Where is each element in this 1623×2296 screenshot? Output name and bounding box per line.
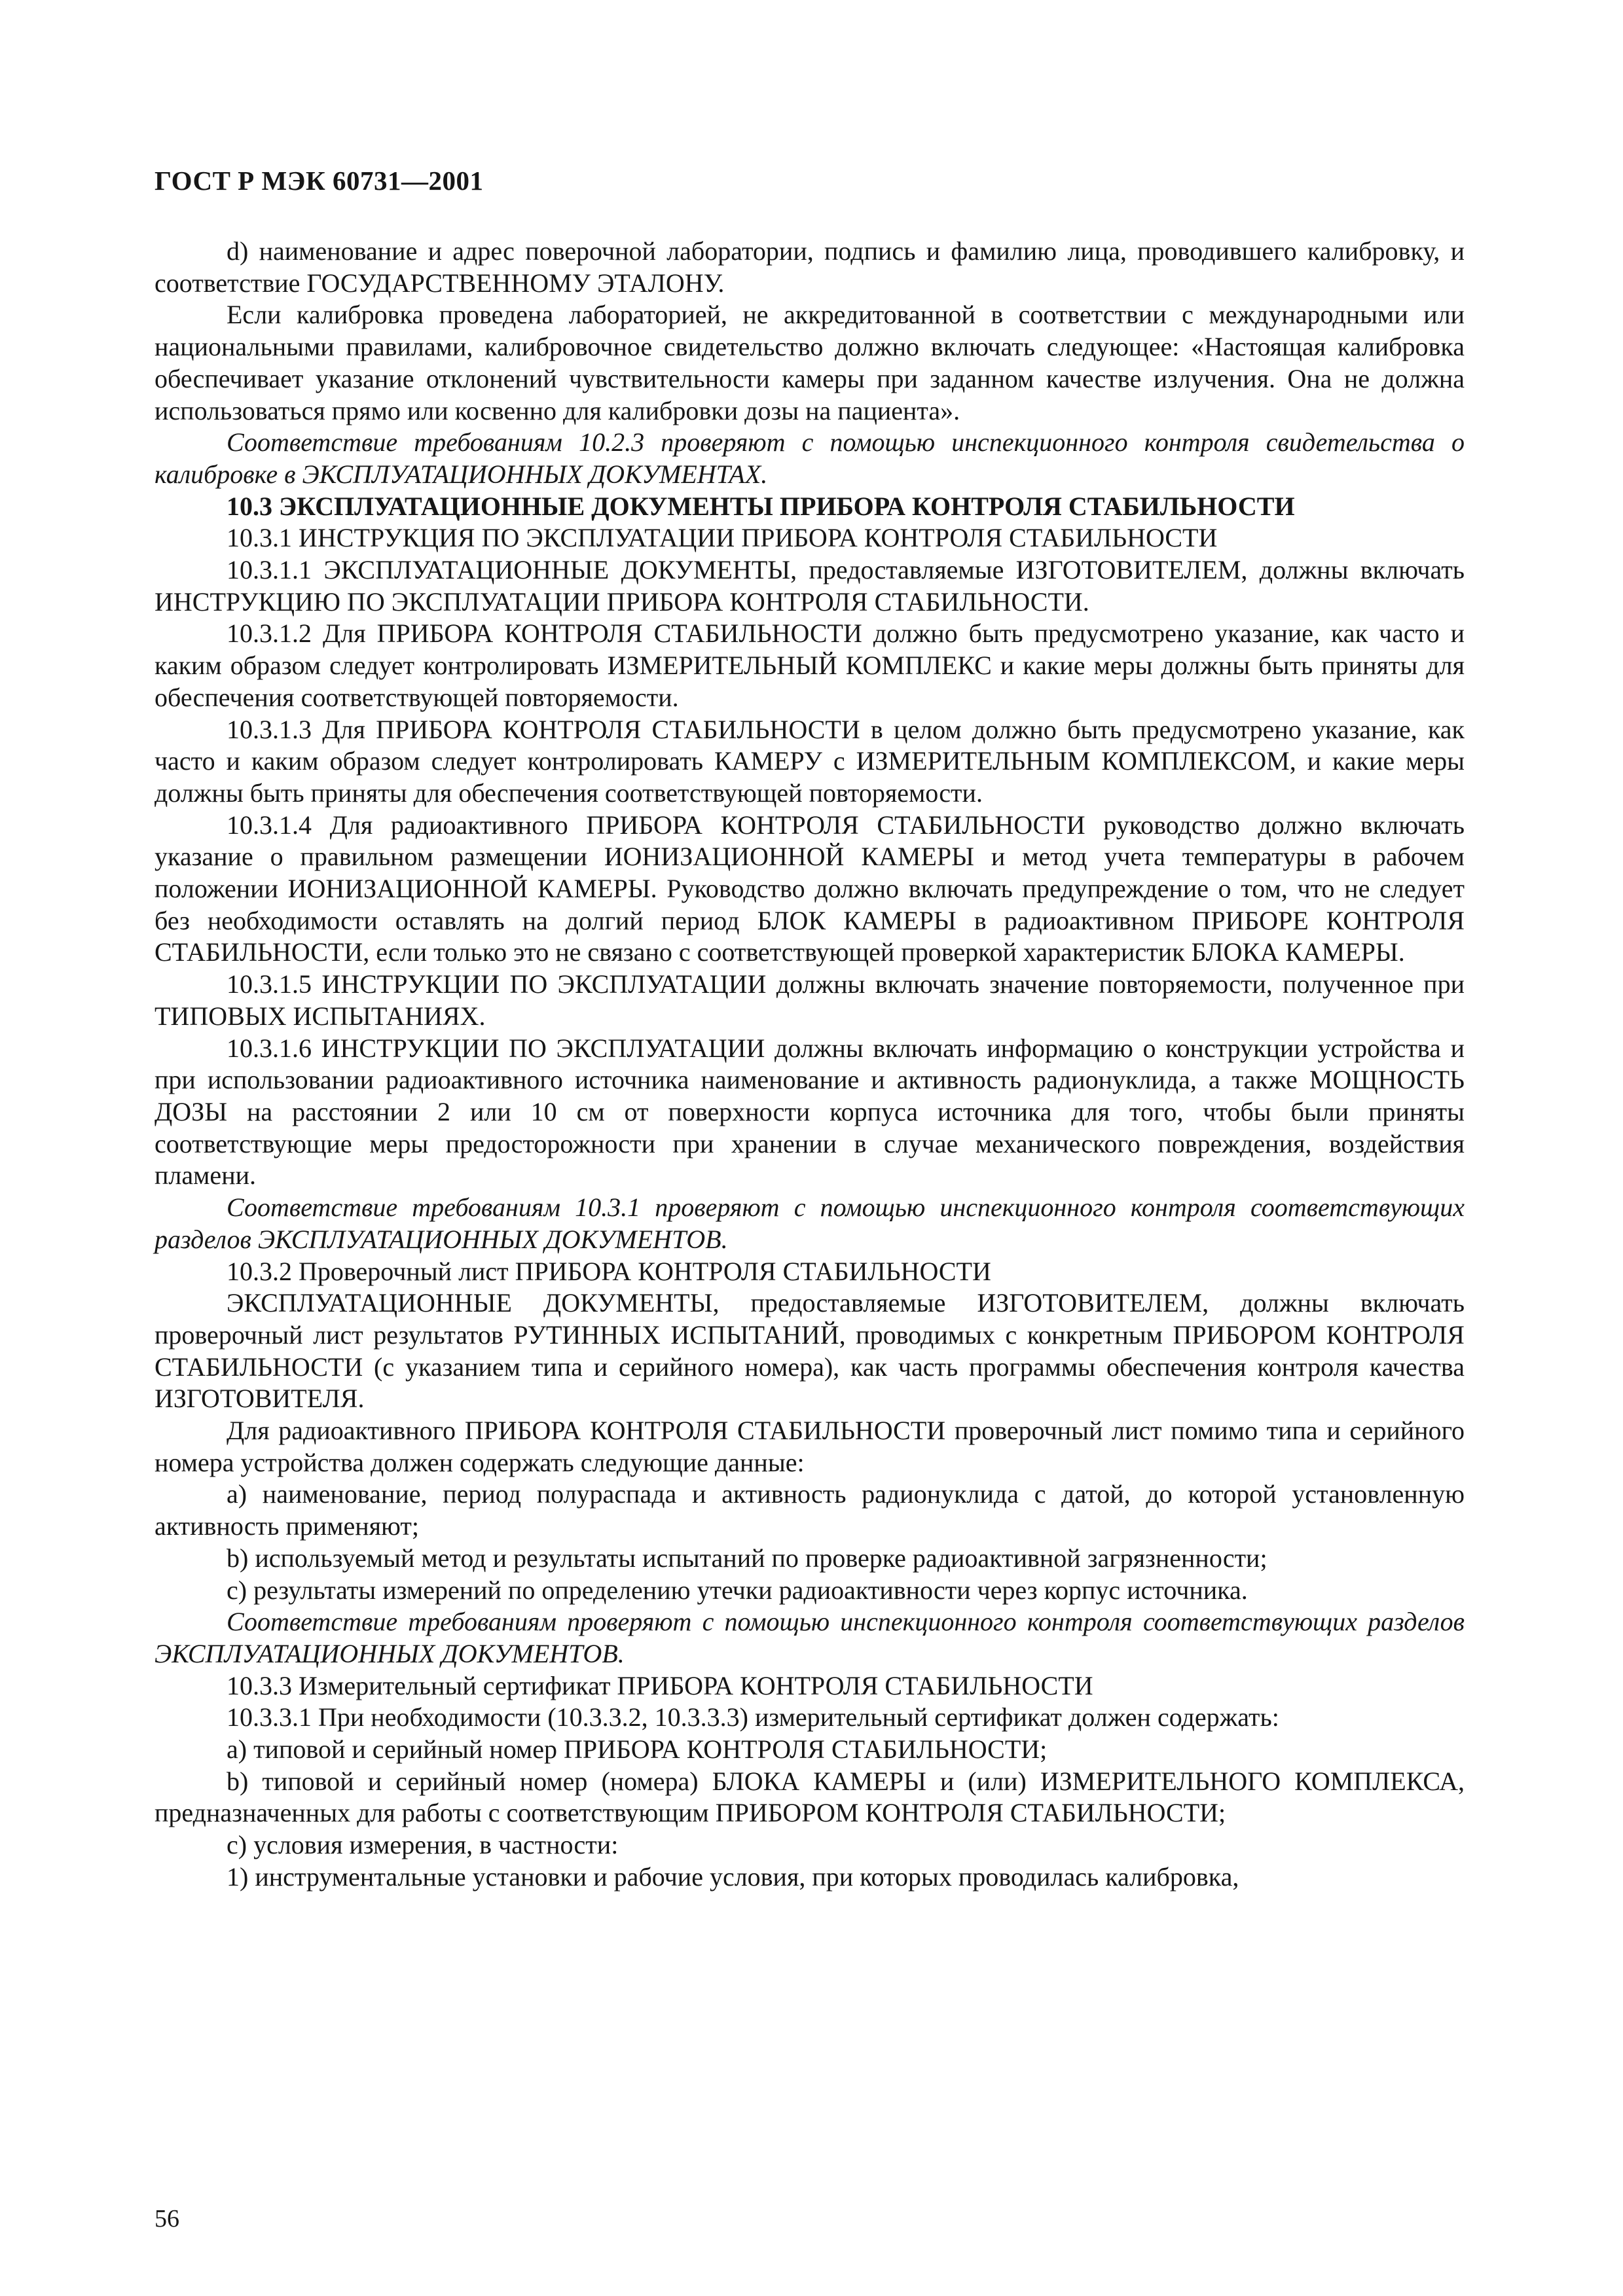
list-item-a-radionuclide: a) наименование, период полураспада и активность радионуклида с датой, до которой установленную активность применяют; [155,1479,1465,1541]
compliance-note-sections: Соответствие требованиям проверяют с помощью инспекционного контроля соответствующих разделов ЭКСПЛУАТАЦИОННЫХ ДОКУМЕНТОВ. [155,1607,1465,1668]
list-item-c-leakage: c) результаты измерений по определению утечки радиоактивности через корпус источника. [227,1575,1248,1605]
subsection-heading-10-3-2: 10.3.2 Проверочный лист ПРИБОРА КОНТРОЛЯ СТАБИЛЬНОСТИ [227,1256,991,1286]
paragraph-d-calibration: d) наименование и адрес поверочной лаборатории, подпись и фамилию лица, проводившего калибровку, и соответствие ГОСУДАРСТВЕННОМУ ЭТАЛОНУ. [155,236,1465,298]
subsection-heading-10-3-1: 10.3.1 ИНСТРУКЦИЯ ПО ЭКСПЛУАТАЦИИ ПРИБОРА КОНТРОЛЯ СТАБИЛЬНОСТИ [227,523,1218,553]
paragraph-10-3-1-1: 10.3.1.1 ЭКСПЛУАТАЦИОННЫЕ ДОКУМЕНТЫ, предоставляемые ИЗГОТОВИТЕЛЕМ, должны включать ИНСТРУКЦИЮ ПО ЭКСПЛУАТАЦИИ ПРИБОРА КОНТРОЛЯ СТАБИЛЬНОСТИ. [155,555,1465,617]
list-item-b-method: b) используемый метод и результаты испытаний по проверке радиоактивной загрязненности; [227,1543,1267,1573]
list-item-b-chamber-assembly: b) типовой и серийный номер (номера) БЛОКА КАМЕРЫ и (или) ИЗМЕРИТЕЛЬНОГО КОМПЛЕКСА, предназначенных для работы с соответствующим ПРИБОРОМ КОНТРОЛЯ СТАБИЛЬНОСТИ; [155,1766,1465,1828]
list-item-a-type-serial: a) типовой и серийный номер ПРИБОРА КОНТРОЛЯ СТАБИЛЬНОСТИ; [227,1734,1048,1765]
page-number: 56 [155,2205,179,2233]
document-body [155,236,1465,1893]
list-item-1-settings: 1) инструментальные установки и рабочие условия, при которых проводилась калибровка, [227,1861,1239,1892]
paragraph-checklist: ЭКСПЛУАТАЦИОННЫЕ ДОКУМЕНТЫ, предоставляемые ИЗГОТОВИТЕЛЕМ, должны включать проверочный лист результатов РУТИННЫХ ИСПЫТАНИЙ, проводимых с конкретным ПРИБОРОМ КОНТРОЛЯ СТАБИЛЬНОСТИ (с указанием типа и серийного номера), как часть программы обеспечения контроля качества ИЗГОТОВИТЕЛЯ. [155,1288,1465,1414]
document-header: ГОСТ Р МЭК 60731—2001 [155,166,484,196]
list-item-c-conditions: c) условия измерения, в частности: [227,1830,619,1860]
paragraph-10-3-1-5: 10.3.1.5 ИНСТРУКЦИИ ПО ЭКСПЛУАТАЦИИ должны включать значение повторяемости, полученное при ТИПОВЫХ ИСПЫТАНИЯХ. [155,969,1465,1031]
section-heading-10-3: 10.3 ЭКСПЛУАТАЦИОННЫЕ ДОКУМЕНТЫ ПРИБОРА КОНТРОЛЯ СТАБИЛЬНОСТИ [227,491,1295,521]
paragraph-10-3-1-2: 10.3.1.2 Для ПРИБОРА КОНТРОЛЯ СТАБИЛЬНОСТИ должно быть предусмотрено указание, как часто и каким образом следует контролировать ИЗМЕРИТЕЛЬНЫЙ КОМПЛЕКС и какие меры должны быть приняты для обеспечения соответствующей повторяемости. [155,619,1465,712]
paragraph-10-3-3-1: 10.3.3.1 При необходимости (10.3.3.2, 10.3.3.3) измерительный сертификат должен содержать: [227,1702,1279,1732]
subsection-heading-10-3-3: 10.3.3 Измерительный сертификат ПРИБОРА КОНТРОЛЯ СТАБИЛЬНОСТИ [227,1670,1093,1700]
paragraph-10-3-1-4: 10.3.1.4 Для радиоактивного ПРИБОРА КОНТРОЛЯ СТАБИЛЬНОСТИ руководство должно включать указание о правильном размещении ИОНИЗАЦИОННОЙ КАМЕРЫ и метод учета температуры в рабочем положении ИОНИЗАЦИОННОЙ КАМЕРЫ. Руководство должно включать предупреждение о том, что не следует без необходимости оставлять на долгий период БЛОК КАМЕРЫ в радиоактивном ПРИБОРЕ КОНТРОЛЯ СТАБИЛЬНОСТИ, если только это не связано с соответствующей проверкой характеристик БЛОКА КАМЕРЫ. [155,810,1465,967]
compliance-note-10-2-3: Соответствие требованиям 10.2.3 проверяют с помощью инспекционного контроля свидетельства о калибровке в ЭКСПЛУАТАЦИОННЫХ ДОКУМЕНТАХ. [155,427,1465,489]
paragraph-10-3-1-6: 10.3.1.6 ИНСТРУКЦИИ ПО ЭКСПЛУАТАЦИИ должны включать информацию о конструкции устройства и при использовании радиоактивного источника наименование и активность радионуклида, а также МОЩНОСТЬ ДОЗЫ на расстоянии 2 или 10 см от поверхности корпуса источника для того, чтобы были приняты соответствующие меры предосторожности при хранении в случае механического повреждения, воздействия пламени. [155,1033,1465,1191]
paragraph-accreditation: Если калибровка проведена лабораторией, не аккредитованной в соответствии с международными или национальными правилами, калибровочное свидетельство должно включать следующее: «Настоящая калибровка обеспечивает указание отклонений чувствительности камеры при заданном качестве излучения. Она не должна использоваться прямо или косвенно для калибровки дозы на пациента». [155,300,1465,425]
paragraph-radioactive-checklist: Для радиоактивного ПРИБОРА КОНТРОЛЯ СТАБИЛЬНОСТИ проверочный лист помимо типа и серийного номера устройства должен содержать следующие данные: [155,1416,1465,1477]
compliance-note-10-3-1: Соответствие требованиям 10.3.1 проверяют с помощью инспекционного контроля соответствующих разделов ЭКСПЛУАТАЦИОННЫХ ДОКУМЕНТОВ. [155,1193,1465,1254]
paragraph-10-3-1-3: 10.3.1.3 Для ПРИБОРА КОНТРОЛЯ СТАБИЛЬНОСТИ в целом должно быть предусмотрено указание, как часто и каким образом следует контролировать КАМЕРУ с ИЗМЕРИТЕЛЬНЫМ КОМПЛЕКСОМ, и какие меры должны быть приняты для обеспечения соответствующей повторяемости. [155,714,1465,808]
